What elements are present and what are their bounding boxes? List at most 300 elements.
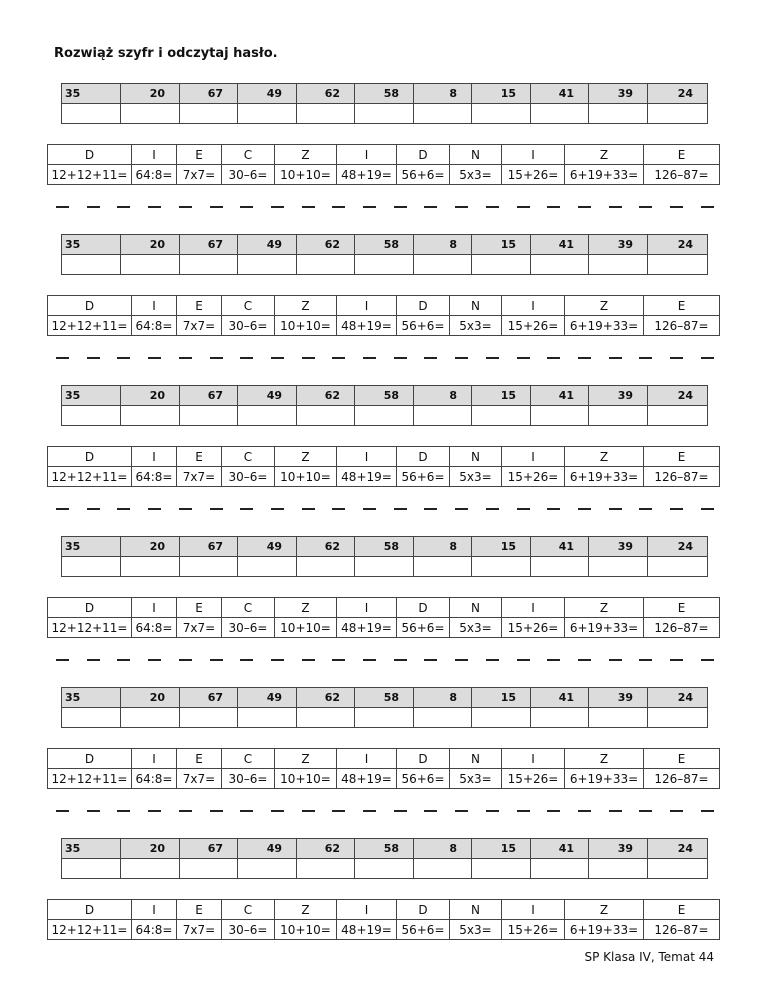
- key-expression: 7x7=: [177, 165, 222, 185]
- letter-blank: [332, 810, 345, 812]
- letter-blank: [179, 810, 192, 812]
- answer-cell[interactable]: [355, 104, 414, 124]
- letter-blank: [424, 357, 437, 359]
- code-number: 8: [414, 537, 472, 557]
- key-letter: Z: [565, 598, 644, 618]
- key-letter: C: [222, 749, 275, 769]
- code-number: 67: [180, 839, 238, 859]
- key-letter: D: [397, 145, 450, 165]
- answer-cell[interactable]: [472, 406, 531, 426]
- key-expression: 64:8=: [132, 467, 177, 487]
- letter-blank: [210, 810, 223, 812]
- key-letter: E: [177, 598, 222, 618]
- key-expression: 64:8=: [132, 618, 177, 638]
- code-number: 62: [297, 537, 355, 557]
- key-expression: 10+10=: [275, 316, 337, 336]
- letter-blank: [148, 659, 161, 661]
- letter-blank: [517, 508, 530, 510]
- letter-blank: [578, 508, 591, 510]
- password-blanks: [56, 357, 716, 363]
- answer-cell[interactable]: [121, 255, 180, 275]
- answer-cell[interactable]: [297, 104, 355, 124]
- letter-blank: [56, 810, 69, 812]
- letter-blank: [486, 810, 499, 812]
- code-number: 35: [62, 839, 121, 859]
- code-number: 15: [472, 839, 531, 859]
- answer-cell[interactable]: [121, 104, 180, 124]
- letter-blank: [240, 206, 253, 208]
- answer-cell[interactable]: [531, 859, 589, 879]
- letter-blank: [240, 508, 253, 510]
- footer-label: SP Klasa IV, Temat 44: [584, 950, 714, 964]
- answer-cell[interactable]: [297, 859, 355, 879]
- password-blanks: [56, 810, 716, 816]
- key-letter: I: [132, 447, 177, 467]
- code-number: 24: [648, 235, 708, 255]
- key-expression: 126–87=: [644, 769, 720, 789]
- answer-cell[interactable]: [180, 859, 238, 879]
- key-letter: E: [644, 598, 720, 618]
- letter-blank: [271, 357, 284, 359]
- key-expression: 12+12+11=: [48, 316, 132, 336]
- letter-blank: [56, 357, 69, 359]
- key-letter: I: [337, 447, 397, 467]
- answer-cell[interactable]: [238, 104, 297, 124]
- letter-blank: [56, 206, 69, 208]
- code-number: 58: [355, 386, 414, 406]
- answer-cell[interactable]: [355, 557, 414, 577]
- key-expression: 126–87=: [644, 316, 720, 336]
- letter-blank: [332, 357, 345, 359]
- letter-blank: [670, 357, 683, 359]
- code-number: 49: [238, 386, 297, 406]
- code-number: 20: [121, 235, 180, 255]
- key-expression: 5x3=: [450, 467, 502, 487]
- letter-blank: [179, 659, 192, 661]
- key-expression: 126–87=: [644, 467, 720, 487]
- code-number: 62: [297, 386, 355, 406]
- key-expression: 7x7=: [177, 618, 222, 638]
- letter-blank: [424, 206, 437, 208]
- key-expression: 12+12+11=: [48, 618, 132, 638]
- answer-cell[interactable]: [414, 557, 472, 577]
- letter-blank: [486, 659, 499, 661]
- answer-cell[interactable]: [472, 708, 531, 728]
- answer-cell[interactable]: [238, 255, 297, 275]
- letter-blank: [148, 810, 161, 812]
- key-letter: N: [450, 900, 502, 920]
- key-expression: 56+6=: [397, 769, 450, 789]
- answer-cell[interactable]: [238, 557, 297, 577]
- cipher-key-table: [47, 748, 720, 789]
- letter-blank: [271, 659, 284, 661]
- key-letter: Z: [275, 900, 337, 920]
- code-number: 20: [121, 839, 180, 859]
- answer-cell[interactable]: [531, 104, 589, 124]
- code-number: 15: [472, 84, 531, 104]
- letter-blank: [578, 357, 591, 359]
- key-letter: I: [337, 145, 397, 165]
- code-number: 8: [414, 839, 472, 859]
- answer-cell[interactable]: [589, 255, 648, 275]
- key-letter: I: [337, 749, 397, 769]
- key-expression: 15+26=: [502, 920, 565, 940]
- code-table: [61, 838, 708, 879]
- answer-cell[interactable]: [589, 104, 648, 124]
- letter-blank: [547, 357, 560, 359]
- letter-blank: [701, 508, 714, 510]
- answer-cell[interactable]: [472, 255, 531, 275]
- code-table: [61, 385, 708, 426]
- key-letter: Z: [565, 749, 644, 769]
- key-expression: 30–6=: [222, 618, 275, 638]
- key-expression: 126–87=: [644, 618, 720, 638]
- key-expression: 15+26=: [502, 467, 565, 487]
- key-letter: E: [177, 296, 222, 316]
- code-number: 20: [121, 386, 180, 406]
- answer-cell[interactable]: [648, 255, 708, 275]
- answer-cell[interactable]: [414, 708, 472, 728]
- letter-blank: [394, 810, 407, 812]
- key-expression: 7x7=: [177, 920, 222, 940]
- code-number: 35: [62, 386, 121, 406]
- key-expression: 56+6=: [397, 467, 450, 487]
- key-expression: 48+19=: [337, 920, 397, 940]
- key-letter: D: [48, 749, 132, 769]
- answer-cell[interactable]: [180, 255, 238, 275]
- key-letter: D: [397, 900, 450, 920]
- letter-blank: [302, 206, 315, 208]
- letter-blank: [517, 659, 530, 661]
- code-number: 39: [589, 688, 648, 708]
- letter-blank: [578, 659, 591, 661]
- answer-cell[interactable]: [297, 406, 355, 426]
- code-number: 8: [414, 386, 472, 406]
- answer-cell[interactable]: [472, 104, 531, 124]
- letter-blank: [455, 357, 468, 359]
- exercise-block: [0, 536, 768, 688]
- letter-blank: [240, 659, 253, 661]
- answer-cell[interactable]: [414, 406, 472, 426]
- answer-cell[interactable]: [121, 406, 180, 426]
- code-number: 67: [180, 84, 238, 104]
- key-letter: I: [132, 749, 177, 769]
- key-expression: 56+6=: [397, 920, 450, 940]
- code-number: 49: [238, 84, 297, 104]
- code-number: 35: [62, 84, 121, 104]
- code-number: 20: [121, 537, 180, 557]
- letter-blank: [394, 508, 407, 510]
- key-expression: 6+19+33=: [565, 316, 644, 336]
- letter-blank: [609, 508, 622, 510]
- letter-blank: [332, 206, 345, 208]
- letter-blank: [639, 810, 652, 812]
- letter-blank: [455, 206, 468, 208]
- answer-cell[interactable]: [62, 104, 121, 124]
- letter-blank: [639, 357, 652, 359]
- answer-cell[interactable]: [531, 255, 589, 275]
- answer-cell[interactable]: [589, 406, 648, 426]
- answer-cell[interactable]: [648, 104, 708, 124]
- key-letter: I: [132, 900, 177, 920]
- code-number: 35: [62, 688, 121, 708]
- code-table: [61, 536, 708, 577]
- key-expression: 30–6=: [222, 769, 275, 789]
- code-number: 15: [472, 688, 531, 708]
- letter-blank: [240, 357, 253, 359]
- key-expression: 7x7=: [177, 316, 222, 336]
- key-expression: 15+26=: [502, 769, 565, 789]
- answer-cell[interactable]: [297, 557, 355, 577]
- answer-cell[interactable]: [355, 708, 414, 728]
- key-letter: C: [222, 296, 275, 316]
- code-number: 39: [589, 839, 648, 859]
- key-expression: 6+19+33=: [565, 769, 644, 789]
- key-letter: Z: [565, 447, 644, 467]
- password-blanks: [56, 659, 716, 665]
- letter-blank: [701, 659, 714, 661]
- letter-blank: [394, 357, 407, 359]
- letter-blank: [517, 357, 530, 359]
- letter-blank: [179, 357, 192, 359]
- answer-cell[interactable]: [121, 708, 180, 728]
- answer-cell[interactable]: [180, 708, 238, 728]
- key-expression: 12+12+11=: [48, 165, 132, 185]
- answer-cell[interactable]: [238, 406, 297, 426]
- answer-cell[interactable]: [589, 708, 648, 728]
- code-number: 62: [297, 839, 355, 859]
- key-expression: 56+6=: [397, 165, 450, 185]
- letter-blank: [56, 508, 69, 510]
- key-letter: Z: [275, 447, 337, 467]
- code-number: 49: [238, 688, 297, 708]
- answer-cell[interactable]: [355, 859, 414, 879]
- key-letter: D: [397, 296, 450, 316]
- letter-blank: [87, 206, 100, 208]
- answer-cell[interactable]: [121, 859, 180, 879]
- key-expression: 7x7=: [177, 769, 222, 789]
- key-expression: 126–87=: [644, 920, 720, 940]
- letter-blank: [547, 810, 560, 812]
- answer-cell[interactable]: [648, 406, 708, 426]
- letter-blank: [363, 508, 376, 510]
- key-expression: 10+10=: [275, 467, 337, 487]
- letter-blank: [271, 206, 284, 208]
- code-number: 41: [531, 839, 589, 859]
- letter-blank: [609, 206, 622, 208]
- answer-cell[interactable]: [531, 557, 589, 577]
- letter-blank: [701, 810, 714, 812]
- exercise-block: [0, 234, 768, 386]
- key-letter: I: [502, 749, 565, 769]
- answer-cell[interactable]: [531, 406, 589, 426]
- letter-blank: [578, 206, 591, 208]
- key-expression: 48+19=: [337, 769, 397, 789]
- answer-cell[interactable]: [648, 708, 708, 728]
- key-letter: N: [450, 296, 502, 316]
- code-table: [61, 234, 708, 275]
- key-expression: 6+19+33=: [565, 467, 644, 487]
- answer-cell[interactable]: [121, 557, 180, 577]
- answer-cell[interactable]: [238, 859, 297, 879]
- key-letter: N: [450, 145, 502, 165]
- letter-blank: [517, 206, 530, 208]
- letter-blank: [424, 508, 437, 510]
- exercise-block: [0, 83, 768, 235]
- password-blanks: [56, 508, 716, 514]
- code-number: 39: [589, 235, 648, 255]
- code-number: 24: [648, 839, 708, 859]
- key-expression: 6+19+33=: [565, 618, 644, 638]
- key-letter: D: [48, 145, 132, 165]
- letter-blank: [117, 659, 130, 661]
- letter-blank: [210, 508, 223, 510]
- key-letter: Z: [275, 749, 337, 769]
- letter-blank: [424, 810, 437, 812]
- answer-cell[interactable]: [355, 255, 414, 275]
- code-number: 24: [648, 688, 708, 708]
- key-expression: 30–6=: [222, 920, 275, 940]
- letter-blank: [363, 357, 376, 359]
- key-expression: 7x7=: [177, 467, 222, 487]
- key-expression: 56+6=: [397, 316, 450, 336]
- letter-blank: [117, 357, 130, 359]
- password-blanks: [56, 206, 716, 212]
- key-expression: 30–6=: [222, 316, 275, 336]
- letter-blank: [363, 810, 376, 812]
- letter-blank: [148, 206, 161, 208]
- key-letter: C: [222, 145, 275, 165]
- answer-cell[interactable]: [180, 557, 238, 577]
- answer-cell[interactable]: [472, 859, 531, 879]
- letter-blank: [332, 659, 345, 661]
- answer-cell[interactable]: [297, 708, 355, 728]
- key-letter: Z: [565, 145, 644, 165]
- letter-blank: [148, 508, 161, 510]
- code-number: 67: [180, 235, 238, 255]
- key-expression: 10+10=: [275, 165, 337, 185]
- key-expression: 48+19=: [337, 316, 397, 336]
- letter-blank: [670, 206, 683, 208]
- key-expression: 12+12+11=: [48, 769, 132, 789]
- key-expression: 15+26=: [502, 316, 565, 336]
- answer-cell[interactable]: [180, 104, 238, 124]
- key-letter: I: [502, 447, 565, 467]
- letter-blank: [210, 357, 223, 359]
- code-number: 41: [531, 386, 589, 406]
- answer-cell[interactable]: [62, 859, 121, 879]
- key-expression: 5x3=: [450, 920, 502, 940]
- exercise-block: [0, 838, 768, 990]
- letter-blank: [639, 508, 652, 510]
- answer-cell[interactable]: [414, 255, 472, 275]
- key-letter: E: [177, 900, 222, 920]
- key-letter: C: [222, 598, 275, 618]
- code-number: 41: [531, 235, 589, 255]
- letter-blank: [302, 508, 315, 510]
- answer-cell[interactable]: [62, 557, 121, 577]
- letter-blank: [639, 659, 652, 661]
- letter-blank: [609, 659, 622, 661]
- code-table: [61, 83, 708, 124]
- letter-blank: [455, 659, 468, 661]
- code-number: 39: [589, 537, 648, 557]
- letter-blank: [271, 810, 284, 812]
- key-expression: 5x3=: [450, 316, 502, 336]
- letter-blank: [363, 659, 376, 661]
- key-letter: I: [502, 145, 565, 165]
- key-letter: E: [177, 447, 222, 467]
- answer-cell[interactable]: [531, 708, 589, 728]
- cipher-key-table: [47, 295, 720, 336]
- key-letter: I: [502, 900, 565, 920]
- key-letter: E: [644, 145, 720, 165]
- key-letter: E: [644, 749, 720, 769]
- answer-cell[interactable]: [414, 859, 472, 879]
- answer-cell[interactable]: [589, 859, 648, 879]
- answer-cell[interactable]: [180, 406, 238, 426]
- code-number: 49: [238, 839, 297, 859]
- answer-cell[interactable]: [297, 255, 355, 275]
- key-letter: D: [48, 598, 132, 618]
- letter-blank: [87, 357, 100, 359]
- code-number: 24: [648, 84, 708, 104]
- key-expression: 64:8=: [132, 769, 177, 789]
- key-expression: 12+12+11=: [48, 920, 132, 940]
- key-letter: I: [132, 598, 177, 618]
- letter-blank: [455, 508, 468, 510]
- cipher-key-table: [47, 597, 720, 638]
- key-letter: Z: [275, 598, 337, 618]
- answer-cell[interactable]: [414, 104, 472, 124]
- key-expression: 48+19=: [337, 165, 397, 185]
- key-letter: D: [397, 749, 450, 769]
- answer-cell[interactable]: [62, 255, 121, 275]
- code-number: 15: [472, 235, 531, 255]
- answer-cell[interactable]: [355, 406, 414, 426]
- key-letter: I: [132, 145, 177, 165]
- code-number: 15: [472, 537, 531, 557]
- letter-blank: [394, 206, 407, 208]
- answer-cell[interactable]: [62, 406, 121, 426]
- key-letter: I: [132, 296, 177, 316]
- answer-cell[interactable]: [472, 557, 531, 577]
- key-letter: C: [222, 447, 275, 467]
- answer-cell[interactable]: [648, 859, 708, 879]
- code-table: [61, 687, 708, 728]
- letter-blank: [302, 659, 315, 661]
- letter-blank: [87, 810, 100, 812]
- code-number: 20: [121, 84, 180, 104]
- code-number: 24: [648, 386, 708, 406]
- answer-cell[interactable]: [589, 557, 648, 577]
- letter-blank: [363, 206, 376, 208]
- letter-blank: [117, 206, 130, 208]
- answer-cell[interactable]: [62, 708, 121, 728]
- code-number: 35: [62, 537, 121, 557]
- key-expression: 15+26=: [502, 165, 565, 185]
- letter-blank: [609, 810, 622, 812]
- key-letter: I: [337, 598, 397, 618]
- cipher-key-table: [47, 899, 720, 940]
- key-expression: 30–6=: [222, 165, 275, 185]
- answer-cell[interactable]: [648, 557, 708, 577]
- answer-cell[interactable]: [238, 708, 297, 728]
- letter-blank: [424, 659, 437, 661]
- code-number: 35: [62, 235, 121, 255]
- code-number: 58: [355, 688, 414, 708]
- code-number: 62: [297, 84, 355, 104]
